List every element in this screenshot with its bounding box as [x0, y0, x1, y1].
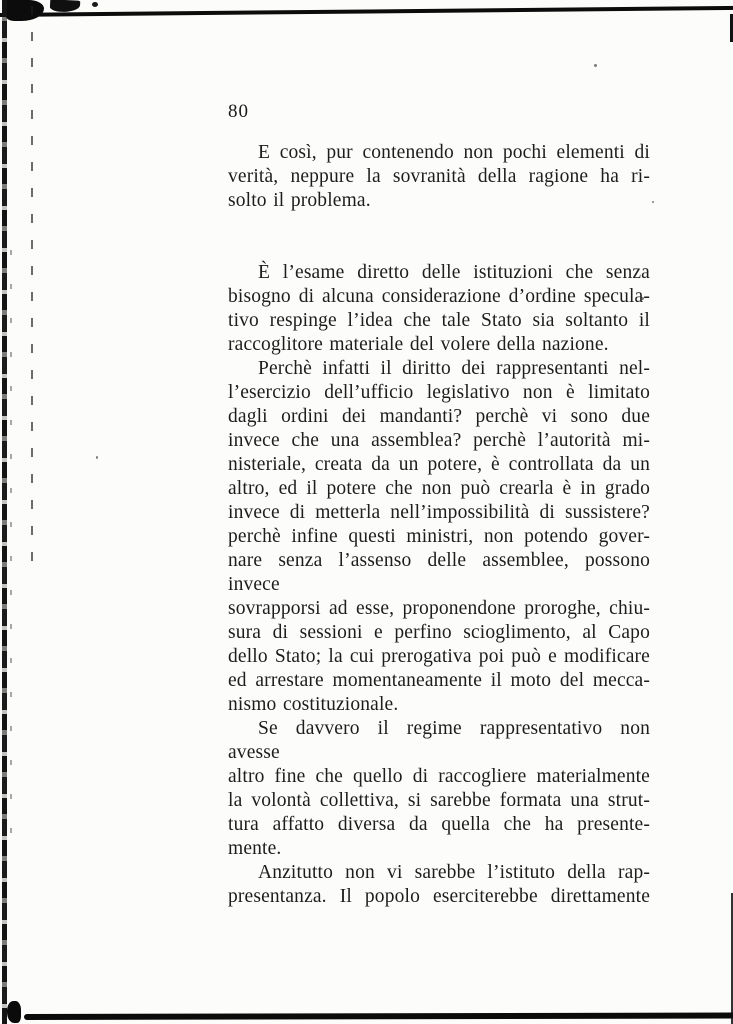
text-line: nisteriale, creata da un potere, è controllata da un [228, 454, 650, 475]
scan-speck [96, 456, 98, 459]
text-line: tura affatto diversa da quella che ha presente- [228, 814, 650, 835]
scan-corner-speck [92, 2, 98, 7]
text-line: mente. [228, 838, 282, 859]
scan-left-binding-line-secondary [31, 6, 33, 566]
scan-speck [652, 201, 654, 203]
scan-bottom-blob [7, 1001, 21, 1023]
text-line: invece che una assemblea? perchè l’autorità mi- [228, 430, 650, 451]
text-line: Se davvero il regime rappresentativo non avesse [228, 718, 650, 763]
text-line: altro, ed il potere che non può crearla è in grado [228, 478, 650, 499]
text-line: nare senza l’assenso delle assemblee, possono invece [228, 550, 650, 595]
text-line: l’esercizio dell’ufficio legislativo non è limitato [228, 382, 650, 403]
paragraph [228, 861, 650, 909]
text-block [228, 141, 650, 909]
text-line: sovrapporsi ad esse, proponendone proroghe, chiu- [228, 598, 650, 619]
text-line: raccoglitore materiale del volere della nazione. [228, 334, 609, 355]
text-line: ed arrestare momentaneamente il moto del mecca- [228, 670, 650, 691]
text-line: invece di metterla nell’impossibilità di sussistere? [228, 502, 650, 523]
text-line: Anzitutto non vi sarebbe l’istituto della rap- [258, 862, 650, 883]
paragraph [228, 141, 650, 213]
text-line: presentanza. Il popolo eserciterebbe direttamente [228, 886, 650, 907]
text-line: dagli ordini dei mandanti? perchè vi sono due [228, 406, 650, 427]
text-line: dello Stato; la cui prerogativa poi può e modificare [228, 646, 650, 667]
text-line: Perchè infatti il diritto dei rappresentanti nel- [258, 358, 650, 379]
text-line: perchè infine questi ministri, non potendo gover- [228, 526, 650, 547]
text-line: verità, neppure la sovranità della ragione ha ri- [228, 166, 650, 187]
text-line: È l’esame diretto delle istituzioni che senza [258, 262, 650, 283]
scan-top-edge-line [0, 6, 733, 17]
scan-left-binding-line [2, 0, 7, 1024]
paragraph [228, 717, 650, 861]
text-line: sura di sessioni e perfino scioglimento, al Capo [228, 622, 650, 643]
page-number: 80 [228, 101, 249, 122]
text-line: la volontà collettiva, si sarebbe formata una strut- [228, 790, 650, 811]
text-line: altro fine che quello di raccogliere materialmente [228, 766, 650, 787]
text-line: solto il problema. [228, 190, 371, 211]
paragraph [228, 261, 650, 357]
text-line: nismo costituzionale. [228, 694, 399, 715]
scan-bottom-edge-line [24, 1013, 733, 1020]
text-line: bisogno di alcuna considerazione d’ordine specula- [228, 286, 650, 307]
scan-left-binding-line-faint [10, 250, 12, 850]
scan-speck [594, 64, 597, 67]
text-line: E così, pur contenendo non pochi elementi di [258, 142, 650, 163]
scan-corner-blob [6, 0, 44, 21]
paragraph [228, 357, 650, 717]
text-line: tivo respinge l’idea che tale Stato sia soltanto il [228, 310, 650, 331]
scan-corner-blob [50, 0, 81, 13]
